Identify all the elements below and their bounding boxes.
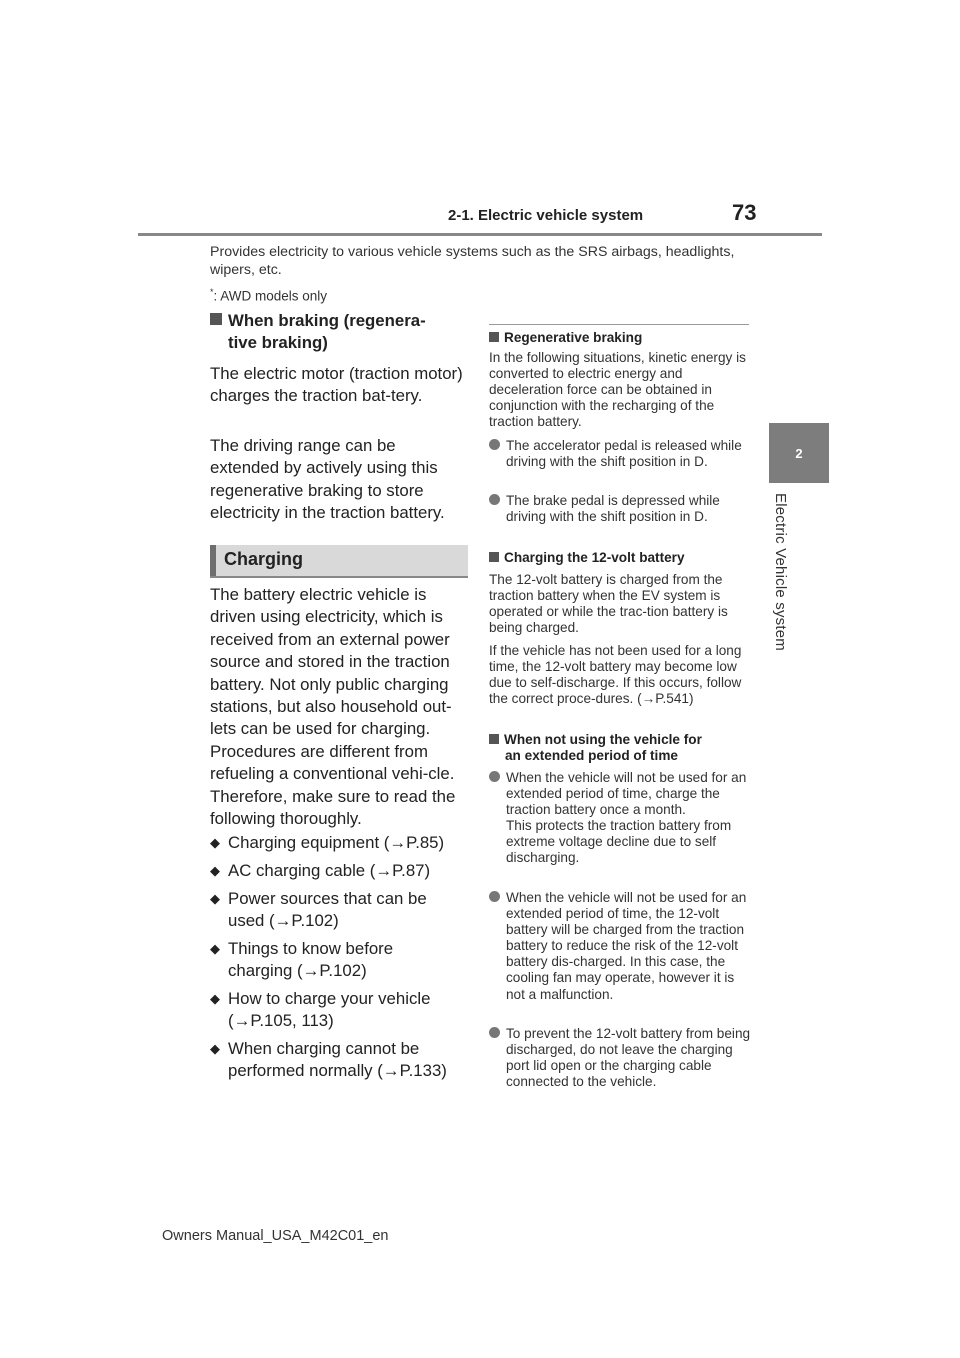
diamond-bullet-icon: ◆: [210, 941, 220, 956]
charging-section-header: [210, 545, 468, 578]
diamond-bullet-icon: ◆: [210, 863, 220, 878]
list-item-text: Charging equipment (→P.85): [228, 833, 445, 852]
list-item-text: The brake pedal is depressed while driving with the shift position in D.: [506, 493, 720, 525]
circle-bullet-icon: [489, 771, 500, 782]
list-item-text: When the vehicle will not be used for an extended period of time, charge the traction battery once a month.: [506, 770, 747, 818]
notuse-title-line2: an extended period of time: [505, 748, 678, 764]
circle-bullet-icon: [489, 1027, 500, 1038]
note-rule: [489, 324, 749, 325]
regen-note-paragraph: In the following situations, kinetic energy is converted to electric energy and deceleration force can be obtained in conjunction with the recharging of the traction battery.: [489, 350, 746, 430]
chapter-tab: 2: [769, 423, 829, 483]
intro-text: Provides electricity to various vehicle systems such as the SRS airbags, headlights, wipers, etc.: [210, 244, 735, 278]
chapter-label: Electric Vehicle system: [772, 493, 789, 651]
list-item-text-2: This protects the traction battery from extreme voltage decline due to self discharging.: [506, 818, 732, 866]
diamond-bullet-icon: ◆: [210, 891, 220, 906]
list-item-text-2: used (→P.102): [228, 911, 339, 931]
circle-bullet-icon: [489, 439, 500, 450]
list-item-text: Power sources that can be: [228, 889, 427, 908]
diamond-bullet-icon: ◆: [210, 991, 220, 1006]
regen-paragraph-1: The electric motor (traction motor) charges the traction bat-tery.: [210, 364, 463, 406]
square-bullet-icon: [489, 734, 499, 744]
notuse-title-line1: When not using the vehicle for: [504, 732, 702, 747]
footnote: [210, 287, 327, 304]
circle-bullet-icon: [489, 891, 500, 902]
regen-paragraph-2: The driving range can be extended by actively using this regenerative braking to store electricity in the traction battery.: [210, 436, 445, 523]
list-item-text: AC charging cable (→P.87): [228, 861, 431, 880]
page-number: 73: [732, 200, 757, 225]
charging-title: Charging: [224, 549, 303, 569]
battery-paragraph-2: If the vehicle has not been used for a long time, the 12-volt battery may become low due to self-discharge. If this occurs, follow the correct proce-dures. (→P.541): [489, 643, 742, 707]
square-bullet-icon: [489, 332, 499, 342]
regen-heading: [210, 310, 468, 355]
section-accent: [210, 545, 216, 576]
footer-text: Owners Manual_USA_M42C01_en: [162, 1228, 389, 1244]
footnote-mark: *: [210, 287, 214, 297]
list-item-text: The accelerator pedal is released while driving with the shift position in D.: [506, 438, 742, 470]
header-rule: [138, 233, 822, 236]
battery-paragraph-1: The 12-volt battery is charged from the traction battery when the EV system is operated or while the trac-tion battery is being charged.: [489, 572, 728, 636]
regen-note-title: Regenerative braking: [504, 330, 643, 345]
diamond-bullet-icon: ◆: [210, 835, 220, 850]
list-item-text-2: charging (→P.102): [228, 961, 367, 981]
list-item-text-2: performed normally (→P.133): [228, 1061, 447, 1081]
list-item-text: When the vehicle will not be used for an extended period of time, the 12-volt battery will be charged from the traction battery to reduce the risk of the 12-volt battery dis-charged. In this case, the cooling fan may operate, however it is not a malfunction.: [506, 890, 747, 1002]
section-title: 2-1. Electric vehicle system: [448, 207, 644, 224]
list-item-text: When charging cannot be: [228, 1039, 420, 1058]
battery-note-heading: [489, 550, 751, 566]
square-bullet-icon: [489, 552, 499, 562]
list-item-text: How to charge your vehicle: [228, 989, 431, 1008]
list-item-text: Things to know before: [228, 939, 394, 958]
list-item-text-2: (→P.105, 113): [228, 1011, 334, 1031]
regen-note-heading: [489, 330, 751, 346]
diamond-bullet-icon: ◆: [210, 1041, 220, 1056]
circle-bullet-icon: [489, 494, 500, 505]
regen-heading-line1: When braking (regenera-: [228, 311, 426, 330]
battery-note-title: Charging the 12-volt battery: [504, 550, 685, 565]
footnote-text: : AWD models only: [213, 288, 328, 304]
list-item-text: To prevent the 12-volt battery from being discharged, do not leave the charging port lid open or the charging cable connected to the vehicle.: [506, 1026, 751, 1090]
square-bullet-icon: [210, 313, 222, 325]
notuse-note-heading: [489, 732, 751, 764]
regen-heading-line2: tive braking): [228, 333, 328, 353]
charging-paragraph: The battery electric vehicle is driven using electricity, which is received from an external power source and stored in the traction battery. Not only public charging stations, but also household out-lets can be used for charging. Procedures are different from refueling a conventional vehi-cle. Therefore, make sure to read the following thoroughly.: [210, 585, 456, 829]
